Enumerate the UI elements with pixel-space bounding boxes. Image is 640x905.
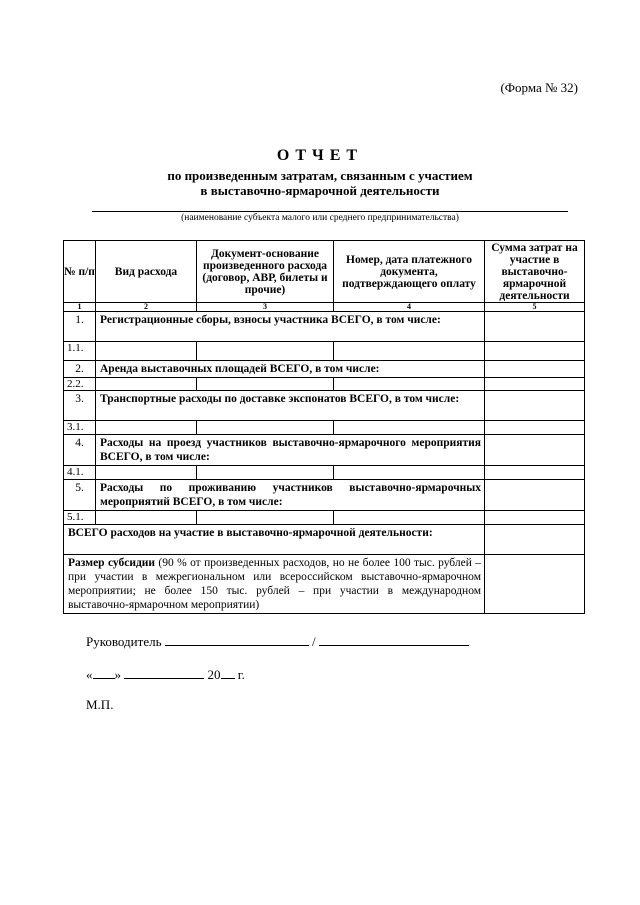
basis-document-cell[interactable] — [197, 466, 334, 480]
amount-cell[interactable] — [485, 480, 585, 511]
payment-document-cell[interactable] — [334, 466, 485, 480]
signature-field[interactable] — [165, 633, 309, 646]
amount-cell[interactable] — [485, 361, 585, 378]
table-row — [64, 466, 585, 480]
expense-type-cell[interactable] — [96, 378, 197, 391]
total-amount-cell[interactable] — [485, 525, 585, 555]
amount-cell[interactable] — [485, 435, 585, 466]
row-description: Расходы на проезд участников выставочно-ярмарочного мероприятия ВСЕГО, в том числе: — [96, 435, 485, 466]
expense-type-cell[interactable] — [96, 511, 197, 525]
row-index: 2.2. — [64, 378, 96, 391]
row-description: Транспортные расходы по доставке экспонатов ВСЕГО, в том числе: — [96, 391, 485, 421]
expenses-table — [63, 240, 585, 614]
table-row — [64, 342, 585, 361]
amount-cell[interactable] — [485, 312, 585, 342]
row-index: 1. — [64, 312, 96, 342]
amount-cell[interactable] — [485, 391, 585, 421]
amount-cell[interactable] — [485, 511, 585, 525]
row-index: 4.1. — [64, 466, 96, 480]
col-header-amount: Сумма затрат на участие в выставочно-ярмарочной деятельности — [485, 241, 585, 303]
subsidy-label: Размер субсидии — [68, 557, 156, 569]
basis-document-cell[interactable] — [197, 378, 334, 391]
expense-type-cell[interactable] — [96, 342, 197, 361]
year-suffix: г. — [237, 667, 245, 682]
table-row — [64, 421, 585, 435]
basis-document-cell[interactable] — [197, 421, 334, 435]
row-index: 1.1. — [64, 342, 96, 361]
entity-name-line — [92, 211, 568, 212]
subtitle-line-1: по произведенным затратам, связанным с участием — [167, 168, 473, 183]
subtitle-line-2: в выставочно-ярмарочной деятельности — [200, 183, 440, 198]
row-description: Аренда выставочных площадей ВСЕГО, в том числе: — [96, 361, 485, 378]
subsidy-conditions: (90 % от произведенных расходов, но не более 100 тыс. рублей – при участии в межрегиональном или всероссийском выставочно-ярмарочном мероприятии; не более 150 тыс. рублей – при участии в международном выставочно-ярмарочном мероприятии) — [68, 557, 481, 611]
table-row — [64, 480, 585, 511]
total-row — [64, 525, 585, 555]
head-label: Руководитель — [86, 634, 162, 649]
year-field[interactable] — [221, 666, 235, 679]
col-header-number: № п/п — [64, 241, 96, 303]
basis-document-cell[interactable] — [197, 342, 334, 361]
report-title: ОТЧЕТ — [276, 147, 364, 164]
subsidy-description — [64, 555, 485, 614]
column-number: 5 — [485, 303, 585, 312]
stamp-place: М.П. — [86, 697, 114, 712]
expense-type-cell[interactable] — [96, 466, 197, 480]
entity-name-caption: (наименование субъекта малого или среднего предпринимательства) — [181, 213, 459, 223]
year-prefix: 20 — [207, 667, 221, 682]
table-row — [64, 378, 585, 391]
date-line — [86, 666, 245, 683]
column-number: 1 — [64, 303, 96, 312]
row-index: 4. — [64, 435, 96, 466]
expense-type-cell[interactable] — [96, 421, 197, 435]
form-number: (Форма № 32) — [500, 80, 578, 95]
payment-document-cell[interactable] — [334, 511, 485, 525]
row-index: 3. — [64, 391, 96, 421]
table-row — [64, 435, 585, 466]
col-header-payment-document: Номер, дата платежного документа, подтверждающего оплату — [334, 241, 485, 303]
col-header-basis-document: Документ-основание произведенного расхода (договор, АВР, билеты и прочие) — [197, 241, 334, 303]
row-index: 3.1. — [64, 421, 96, 435]
amount-cell[interactable] — [485, 342, 585, 361]
amount-cell[interactable] — [485, 421, 585, 435]
payment-document-cell[interactable] — [334, 421, 485, 435]
signature-line — [86, 633, 469, 650]
table-row — [64, 391, 585, 421]
day-field[interactable] — [93, 666, 115, 679]
amount-cell[interactable] — [485, 466, 585, 480]
quote-open: « — [86, 667, 93, 682]
payment-document-cell[interactable] — [334, 378, 485, 391]
column-number: 2 — [96, 303, 197, 312]
column-number: 4 — [334, 303, 485, 312]
month-field[interactable] — [124, 666, 204, 679]
row-index: 2. — [64, 361, 96, 378]
row-index: 5.1. — [64, 511, 96, 525]
table-row — [64, 312, 585, 342]
table-row — [64, 361, 585, 378]
row-description: Регистрационные сборы, взносы участника ВСЕГО, в том числе: — [96, 312, 485, 342]
column-number-row — [64, 303, 585, 312]
quote-close: » — [114, 667, 121, 682]
payment-document-cell[interactable] — [334, 342, 485, 361]
subsidy-amount-cell[interactable] — [485, 555, 585, 614]
amount-cell[interactable] — [485, 378, 585, 391]
table-header-row — [64, 241, 585, 303]
signature-slash: / — [312, 634, 316, 649]
subsidy-row — [64, 555, 585, 614]
total-label: ВСЕГО расходов на участие в выставочно-ярмарочной деятельности: — [64, 525, 485, 555]
column-number: 3 — [197, 303, 334, 312]
col-header-expense-type: Вид расхода — [96, 241, 197, 303]
report-subtitle — [0, 168, 640, 198]
table-row — [64, 511, 585, 525]
head-name-field[interactable] — [319, 633, 469, 646]
row-index: 5. — [64, 480, 96, 511]
basis-document-cell[interactable] — [197, 511, 334, 525]
row-description: Расходы по проживанию участников выставочно-ярмарочных мероприятий ВСЕГО, в том числе: — [96, 480, 485, 511]
